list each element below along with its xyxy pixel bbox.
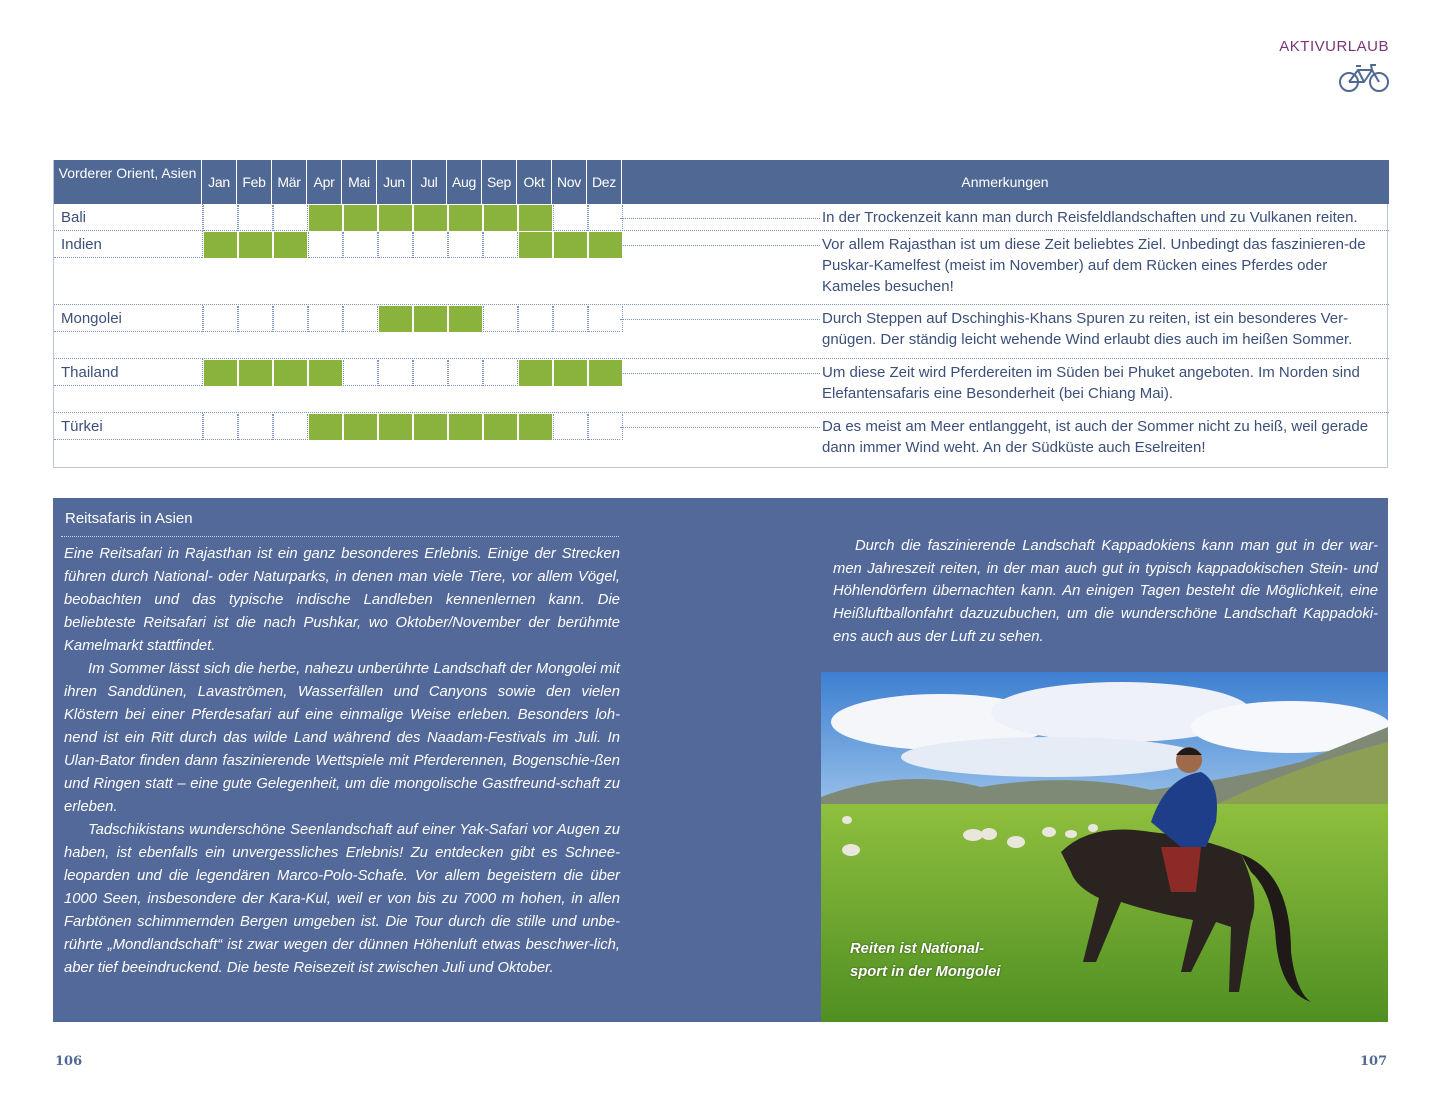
month-cell-aug [448,360,483,386]
table-row [54,204,1389,231]
note-text: Um diese Zeit wird Pferdereiten im Süden bei Phuket angeboten. Im Norden sind Elefantensafaris eine Besonderheit (bei Chiang Mai). [822,364,1360,402]
info-box-right [821,498,1388,672]
month-cell-mai [343,360,378,386]
notes-header: Anmerkungen [961,174,1049,190]
photo-caption [850,938,1000,984]
country-label: Bali [61,209,87,226]
month-cell-sep [483,306,518,332]
month-cell-jun [378,306,413,332]
box-divider [61,536,619,537]
paragraph: Eine Reitsafari in Rajasthan ist ein ganz besonderes Erlebnis. Einige der Strecken führen durch National- oder Naturparks, in denen man viele Tiere, vor allem Vögel, beobachten und das typische indische Landleben kennenlernen kann. Die beliebteste Reitsafari ist die nach Pushkar, wo Oktober/November der berühmte Kamelmarkt stattfindet. [64,546,620,654]
month-cell-jan [203,360,238,386]
month-cell-mai [343,414,378,440]
month-cell-aug [448,232,483,258]
month-header: Aug [447,160,482,204]
month-cell-dez [588,205,623,231]
month-cell-jan [203,414,238,440]
month-cell-mär [273,414,308,440]
row-divider [620,427,820,428]
month-cell-feb [238,205,273,231]
month-cell-sep [483,205,518,231]
box-title: Reitsafaris in Asien [65,510,193,527]
month-header: Okt [517,160,552,204]
month-header: Dez [587,160,622,204]
month-cell-mai [343,232,378,258]
month-cell-jun [378,232,413,258]
month-header: Sep [482,160,517,204]
table-row [54,305,1389,359]
month-cell-okt [518,306,553,332]
note-text: Durch Steppen auf Dschinghis-Khans Spuren zu reiten, ist ein besonderes Ver-gnügen. Der ständig leicht wehende Wind erlaubt dies auch im heißen Sommer. [822,310,1353,348]
info-box [53,498,621,1022]
row-divider [620,218,820,219]
month-header: Jun [377,160,412,204]
month-cell-dez [588,232,623,258]
region-header: Vorderer Orient, Asien [54,160,202,204]
month-cell-okt [518,414,553,440]
month-cell-feb [238,414,273,440]
table-row [54,231,1389,305]
mongolia-rider-photo [821,672,1388,1022]
month-cell-mär [273,205,308,231]
month-cell-jan [203,306,238,332]
month-cell-nov [553,232,588,258]
caption-line: sport in der Mongolei [850,964,1001,980]
bicycle-icon [1338,62,1390,94]
month-header: Feb [237,160,272,204]
month-header: Nov [552,160,587,204]
country-label: Indien [61,236,102,253]
page-number-left: 106 [55,1054,83,1069]
month-cell-mär [273,360,308,386]
month-cell-jan [203,205,238,231]
month-cell-okt [518,232,553,258]
month-cell-sep [483,360,518,386]
row-divider [620,245,820,246]
month-cell-sep [483,414,518,440]
month-cell-feb [238,306,273,332]
month-cell-jul [413,360,448,386]
section-title: AKTIVURLAUB [1279,38,1389,55]
info-box-middle [621,498,821,1022]
month-cell-jun [378,360,413,386]
table-row [54,359,1389,413]
month-cell-nov [553,306,588,332]
table-header [54,160,1389,204]
month-cell-aug [448,414,483,440]
month-cell-jun [378,205,413,231]
month-header: Mär [272,160,307,204]
month-header: Mai [342,160,377,204]
month-cell-nov [553,360,588,386]
month-cell-okt [518,360,553,386]
month-cell-jun [378,414,413,440]
month-cell-aug [448,306,483,332]
month-cell-mai [343,205,378,231]
month-cell-aug [448,205,483,231]
note-text: In der Trockenzeit kann man durch Reisfeldlandschaften und zu Vulkanen reiten. [822,209,1358,226]
month-header: Jul [412,160,447,204]
month-cell-dez [588,414,623,440]
month-cell-nov [553,205,588,231]
month-cell-apr [308,205,343,231]
month-cell-apr [308,360,343,386]
month-cell-dez [588,360,623,386]
month-cell-mär [273,232,308,258]
month-cell-jul [413,232,448,258]
table-row [54,413,1389,467]
month-cell-feb [238,360,273,386]
box-body [64,543,620,980]
paragraph: Im Sommer lässt sich die herbe, nahezu unberührte Landschaft der Mongolei mit ihren Sanddünen, Lavaströmen, Wasserfällen und Canyons sowie den vielen Klöstern bei einer Pferdesafari auf eine einmalige Weise erleben. Besonders loh-nend ist ein Ritt durch das wilde Land während des Naadam-Festivals im Juli. In Ulan-Bator finden dann faszinierende Wettspiele mit Pferderennen, Bogenschie-ßen und Ringen statt – eine gute Gelegenheit, um die mongolische Gastfreund-schaft zu erleben. [64,661,620,815]
month-cell-mär [273,306,308,332]
country-label: Mongolei [61,310,122,327]
month-cell-apr [308,414,343,440]
paragraph: Tadschikistans wunderschöne Seenlandschaft auf einer Yak-Safari vor Augen zu haben, ist ebenfalls ein unvergessliches Erlebnis! Zu entdecken gibt es Schnee-leoparden und die legendären Marco-Polo-Schafe. Vor allem begeistern die über 1000 Seen, insbesondere der Kara-Kul, weil er von bis zu 7000 m hohen, in allen Farbtönen schimmernden Bergen umgeben ist. Die Tour durch die stille und unbe-rührte „Mondlandschaft“ ist zwar wegen der dünnen Höhenluft etwas beschwer-lich, aber tief beeindruckend. Die beste Reisezeit ist zwischen Juli und Oktober. [64,822,620,976]
note-text: Da es meist am Meer entlanggeht, ist auch der Sommer nicht zu heiß, weil gerade dann immer Wind weht. An der Südküste auch Eselreiten! [822,418,1369,456]
month-cell-mai [343,306,378,332]
month-cell-okt [518,205,553,231]
month-cell-jan [203,232,238,258]
riding-calendar-table [53,160,1388,468]
month-cell-dez [588,306,623,332]
month-cell-apr [308,232,343,258]
month-cell-apr [308,306,343,332]
caption-line: Reiten ist National- [850,941,985,957]
note-text: Vor allem Rajasthan ist um diese Zeit beliebtes Ziel. Unbedingt das faszinieren-de Puskar-Kamelfest (meist im November) auf dem Rücken eines Pferdes oder Kameles besuchen! [822,236,1366,295]
country-label: Thailand [61,364,119,381]
month-cell-jul [413,306,448,332]
month-cell-feb [238,232,273,258]
page-number-right: 107 [1360,1054,1388,1069]
month-cell-sep [483,232,518,258]
country-label: Türkei [61,418,103,435]
kappadokien-paragraph: Durch die faszinierende Landschaft Kappadokiens kann man gut in der war-men Jahreszeit reiten, in der man auch gut in typisch kappadokischen Stein- und Höhlendörfern übernachten kann. An einigen Tagen besteht die Möglichkeit, eine Heißluftballonfahrt dazuzubuchen, um die wunderschöne Landschaft Kappadoki-ens auch aus der Luft zu sehen. [833,538,1378,645]
month-header: Jan [202,160,237,204]
month-cell-jul [413,414,448,440]
row-divider [620,373,820,374]
month-cell-nov [553,414,588,440]
month-cell-jul [413,205,448,231]
row-divider [620,319,820,320]
month-header: Apr [307,160,342,204]
